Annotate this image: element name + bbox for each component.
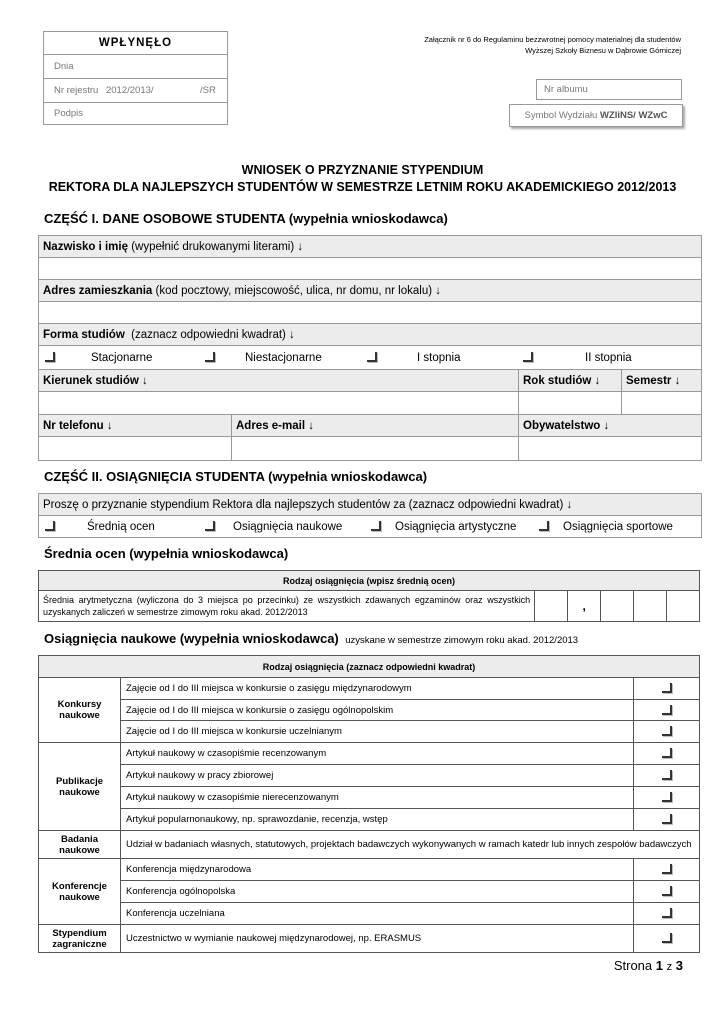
faculty-value: WZIiNS/ WZwC [599,110,668,121]
option-niestacjonarne[interactable]: Niestacjonarne [199,352,361,364]
checkbox-icon[interactable] [367,352,377,362]
achievement-item: Artykuł naukowy w pracy zbiorowej [121,765,634,787]
category-stypendium: Stypendium zagraniczne [39,925,121,953]
checkbox-icon[interactable] [662,886,672,896]
average-digit-3[interactable] [634,591,667,622]
average-description: Średnia arytmetyczna (wyliczona do 3 miejsca po przecinku) ze wszystkich zdawanych egzaminów oraz wszystkich uzyskanych zaliczeń w semestrze zimowym roku akad. 2012/2013 [39,591,535,622]
received-signature-label: Podpis [54,108,84,119]
achievement-checkbox[interactable] [634,721,700,743]
album-number-field[interactable] [536,79,682,100]
page-of-word: z [666,961,673,973]
register-suffix: /SR [200,85,216,96]
achievement-checkbox[interactable] [634,903,700,925]
name-label-cell [39,236,702,258]
personal-data-table [38,235,702,461]
achievement-item: Udział w badaniach własnych, statutowych, projektach badawczych wykonywanych w ramach katedr lub innych zespołów badawczych [121,831,700,859]
checkbox-icon[interactable] [45,521,55,531]
achievement-item: Artykuł naukowy w czasopiśmie nierecenzowanym [121,787,634,809]
science-achievements-table [38,655,700,953]
achievement-item: Artykuł naukowy w czasopiśmie recenzowanym [121,743,634,765]
achievement-checkbox[interactable] [634,787,700,809]
option-stacjonarne[interactable]: Stacjonarne [39,352,199,364]
page-word: Strona [613,958,653,973]
faculty-label: Symbol Wydziału [524,110,598,121]
study-form-label-cell [39,324,702,346]
average-table-header: Rodzaj osiągnięcia (wpisz średnią ocen) [39,571,700,591]
option-osiagniecia-naukowe[interactable]: Osiągnięcia naukowe [199,521,365,533]
field-of-study-label: Kierunek studiów ↓ [39,370,519,392]
achievement-checkbox[interactable] [634,678,700,700]
achievement-checkbox[interactable] [634,743,700,765]
page-number [614,958,683,973]
average-table [38,570,700,622]
name-label: Nazwisko i imię [43,240,129,253]
achievement-checkbox[interactable] [634,700,700,721]
category-badania: Badania naukowe [39,831,121,859]
average-comma: , [568,591,601,622]
option-osiagniecia-sportowe[interactable]: Osiągnięcia sportowe [533,521,701,533]
checkbox-icon[interactable] [662,683,672,693]
science-table-header: Rodzaj osiągnięcia (zaznacz odpowiedni kwadrat) [39,656,700,678]
scholarship-type-table [38,493,702,538]
average-digit-1[interactable] [535,591,568,622]
average-heading: Średnia ocen (wypełnia wnioskodawca) [44,546,289,561]
address-hint: (kod pocztowy, miejscowość, ulica, nr domu, nr lokalu) ↓ [155,284,441,297]
citizenship-label: Obywatelstwo ↓ [519,415,702,437]
scholarship-options [39,516,702,538]
achievement-checkbox[interactable] [634,765,700,787]
achievement-item: Artykuł popularnonaukowy, np. sprawozdanie, recenzja, wstęp [121,809,634,831]
checkbox-icon[interactable] [662,933,672,943]
achievement-checkbox[interactable] [634,925,700,953]
option-ii-stopnia[interactable]: II stopnia [517,352,701,364]
form-title [0,162,725,196]
title-line2: REKTORA DLA NAJLEPSZYCH STUDENTÓW W SEMESTRZE LETNIM ROKU AKADEMICKIEGO 2012/2013 [48,180,677,194]
achievement-item: Zajęcie od I do III miejsca w konkursie o zasięgu międzynarodowym [121,678,634,700]
title-line1: WNIOSEK O PRZYZNANIE STYPENDIUM [241,163,484,177]
address-input[interactable] [39,302,702,324]
year-input[interactable] [519,392,622,415]
achievement-item: Konferencja uczelniana [121,903,634,925]
achievement-checkbox[interactable] [634,859,700,881]
average-digit-4[interactable] [667,591,700,622]
album-number-label: Nr albumu [544,84,588,95]
science-heading: Osiągnięcia naukowe (wypełnia wnioskodawca) [44,631,339,646]
option-osiagniecia-artystyczne[interactable]: Osiągnięcia artystyczne [365,521,533,533]
achievement-item: Konferencja ogólnopolska [121,881,634,903]
attachment-line2: Wyższej Szkoły Biznesu w Dąbrowie Górniczej [525,46,681,55]
name-hint: (wypełnić drukowanymi literami) ↓ [131,240,304,253]
checkbox-icon[interactable] [205,521,215,531]
email-input[interactable] [232,437,519,461]
address-label-cell [39,280,702,302]
checkbox-icon[interactable] [45,352,55,362]
achievement-item: Zajęcie od I do III miejsca w konkursie o zasięgu ogólnopolskim [121,700,634,721]
faculty-field [509,104,683,127]
study-form-hint: (zaznacz odpowiedni kwadrat) ↓ [131,328,295,341]
phone-label: Nr telefonu ↓ [39,415,232,437]
achievement-checkbox[interactable] [634,809,700,831]
science-subheading: uzyskane w semestrze zimowym roku akad. 2012/2013 [345,635,579,646]
semester-label: Semestr ↓ [622,370,702,392]
attachment-line1: Załącznik nr 6 do Regulaminu bezzwrotnej pomocy materialnej dla studentów [424,35,681,44]
checkbox-icon[interactable] [662,770,672,780]
received-date-label: Dnia [44,55,227,79]
achievement-item: Konferencja międzynarodowa [121,859,634,881]
science-heading-row [44,630,578,648]
checkbox-icon[interactable] [662,864,672,874]
citizenship-input[interactable] [519,437,702,461]
part1-heading: CZĘŚĆ I. DANE OSOBOWE STUDENTA (wypełnia wnioskodawca) [44,211,448,226]
register-label: Nr rejestru [54,85,99,96]
checkbox-icon[interactable] [523,352,533,362]
study-form-options [39,346,702,370]
page-total: 3 [675,958,683,973]
page-current: 1 [655,958,664,973]
received-register-row [44,79,227,103]
achievement-item: Uczestnictwo w wymianie naukowej międzynarodowej, np. ERASMUS [121,925,634,953]
achievement-item: Zajęcie od I do III miejsca w konkursie uczelnianym [121,721,634,743]
achievement-checkbox[interactable] [634,881,700,903]
checkbox-icon[interactable] [662,792,672,802]
average-digit-2[interactable] [601,591,634,622]
address-label: Adres zamieszkania [43,284,153,297]
attachment-note [424,34,681,56]
checkbox-icon[interactable] [662,748,672,758]
option-srednia-ocen[interactable]: Średnią ocen [39,521,199,533]
received-stamp-box [43,31,228,125]
study-form-label: Forma studiów [43,328,125,341]
checkbox-icon[interactable] [662,814,672,824]
checkbox-icon[interactable] [662,705,672,715]
year-label: Rok studiów ↓ [519,370,622,392]
category-publikacje: Publikacje naukowe [39,743,121,831]
semester-input[interactable] [622,392,702,415]
checkbox-icon[interactable] [371,521,381,531]
register-year: 2012/2013/ [105,85,154,96]
received-title: WPŁYNĘŁO [44,32,227,55]
checkbox-icon[interactable] [205,352,215,362]
field-of-study-input[interactable] [39,392,519,415]
name-input[interactable] [39,258,702,280]
category-konkursy: Konkursy naukowe [39,678,121,743]
checkbox-icon[interactable] [539,521,549,531]
phone-input[interactable] [39,437,232,461]
email-label: Adres e-mail ↓ [232,415,519,437]
part2-heading: CZĘŚĆ II. OSIĄGNIĘCIA STUDENTA (wypełnia wnioskodawca) [44,469,428,484]
option-i-stopnia[interactable]: I stopnia [361,352,517,364]
scholarship-request-text: Proszę o przyznanie stypendium Rektora dla najlepszych studentów za (zaznacz odpowiedni kwadrat) ↓ [39,494,702,516]
checkbox-icon[interactable] [662,908,672,918]
category-konferencje: Konferencje naukowe [39,859,121,925]
checkbox-icon[interactable] [662,726,672,736]
